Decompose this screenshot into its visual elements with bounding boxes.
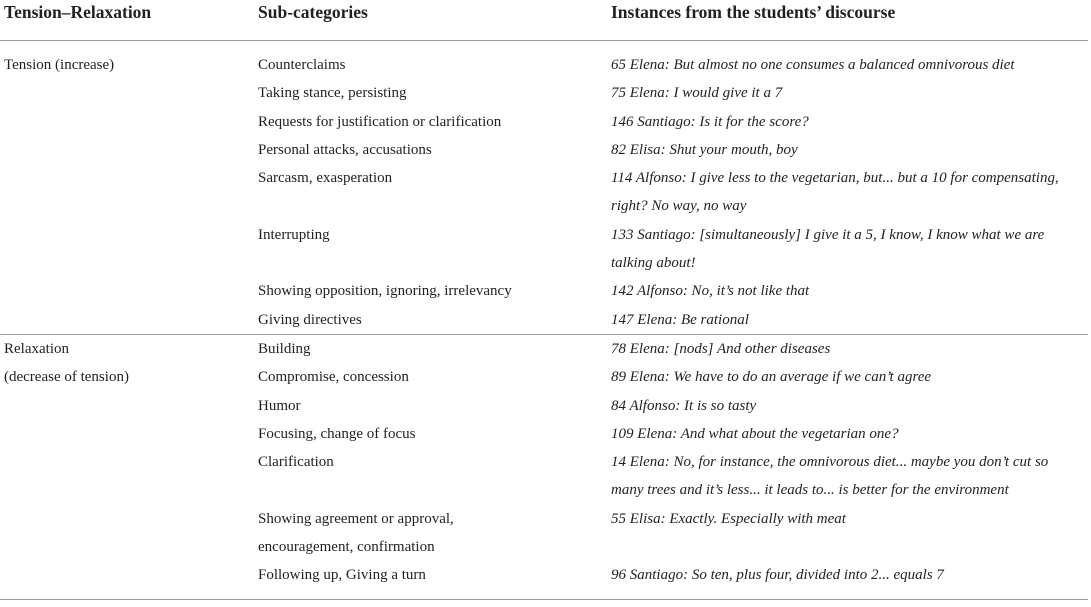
instance: 142 Alfonso: No, it’s not like that	[611, 283, 810, 300]
sub-category	[254, 505, 607, 562]
table-row	[0, 505, 1088, 562]
sub-category: Following up, Giving a turn	[254, 561, 607, 600]
sub-category: Counterclaims	[258, 57, 346, 73]
sub-category: Showing opposition, ignoring, irrelevancy	[258, 283, 512, 300]
table-row	[0, 164, 1088, 221]
table-row	[0, 221, 1088, 278]
instance: 78 Elena: [nods] And other diseases	[611, 340, 831, 357]
instance-line: 114 Alfonso: I give less to the vegetarian, but... but a 10 for compensating,	[611, 170, 1059, 187]
instance: 146 Santiago: Is it for the score?	[611, 113, 809, 130]
sub-category: Compromise, concession	[258, 369, 409, 386]
category-relaxation-note: (decrease of tension)	[4, 369, 129, 386]
table-row	[0, 363, 1088, 391]
sub-category: Giving directives	[254, 306, 607, 335]
table-row	[0, 420, 1088, 448]
sub-category: Interrupting	[258, 226, 330, 243]
sub-category: Personal attacks, accusations	[258, 141, 432, 158]
instance-line: talking about!	[611, 255, 696, 272]
instance: 109 Elena: And what about the vegetarian one?	[611, 425, 899, 442]
instance	[607, 164, 1088, 221]
table-row	[0, 392, 1088, 420]
instance: 75 Elena: I would give it a 7	[611, 85, 783, 102]
sub-category: Humor	[258, 397, 301, 414]
instance	[607, 448, 1088, 505]
table-row	[0, 448, 1088, 505]
instance-line: right? No way, no way	[611, 198, 747, 215]
header-instances: Instances from the students’ discourse	[607, 0, 1088, 41]
instance: 82 Elisa: Shut your mouth, boy	[611, 141, 798, 158]
table-row	[0, 306, 1088, 335]
sub-category: Taking stance, persisting	[258, 85, 407, 102]
instance-line: 14 Elena: No, for instance, the omnivorous diet... maybe you don’t cut so	[611, 454, 1049, 471]
category-tension: Tension (increase)	[4, 57, 115, 73]
table-row	[0, 136, 1088, 164]
instance: 55 Elisa: Exactly. Especially with meat	[611, 510, 846, 527]
instance: 65 Elena: But almost no one consumes a balanced omnivorous diet	[611, 57, 1015, 73]
table-row	[0, 51, 1088, 79]
sub-category: Sarcasm, exasperation	[258, 170, 393, 187]
header-row	[0, 0, 1088, 41]
table-row	[0, 561, 1088, 600]
instance-line: many trees and it’s less... it leads to... is better for the environment	[611, 482, 1009, 499]
table-row	[0, 108, 1088, 136]
instance: 89 Elena: We have to do an average if we can’t agree	[611, 369, 932, 386]
table-row	[0, 277, 1088, 305]
instance: 84 Alfonso: It is so tasty	[611, 397, 757, 414]
instance: 96 Santiago: So ten, plus four, divided into 2... equals 7	[607, 561, 1088, 600]
sub-category: Building	[258, 340, 311, 357]
header-tension-relaxation: Tension–Relaxation	[0, 0, 254, 41]
sub-category: Focusing, change of focus	[258, 425, 416, 442]
table-row	[0, 79, 1088, 107]
instance	[607, 221, 1088, 278]
sub-category: Requests for justification or clarification	[258, 113, 502, 130]
header-sub-categories: Sub-categories	[254, 0, 607, 41]
category-relaxation: Relaxation	[4, 340, 69, 357]
table-row	[0, 334, 1088, 363]
instance: 147 Elena: Be rational	[607, 306, 1088, 335]
sub-category-line: Showing agreement or approval,	[258, 510, 454, 527]
sub-category-line: encouragement, confirmation	[258, 539, 435, 556]
instance-line: 133 Santiago: [simultaneously] I give it a 5, I know, I know what we are	[611, 226, 1045, 243]
sub-category: Clarification	[258, 454, 334, 471]
